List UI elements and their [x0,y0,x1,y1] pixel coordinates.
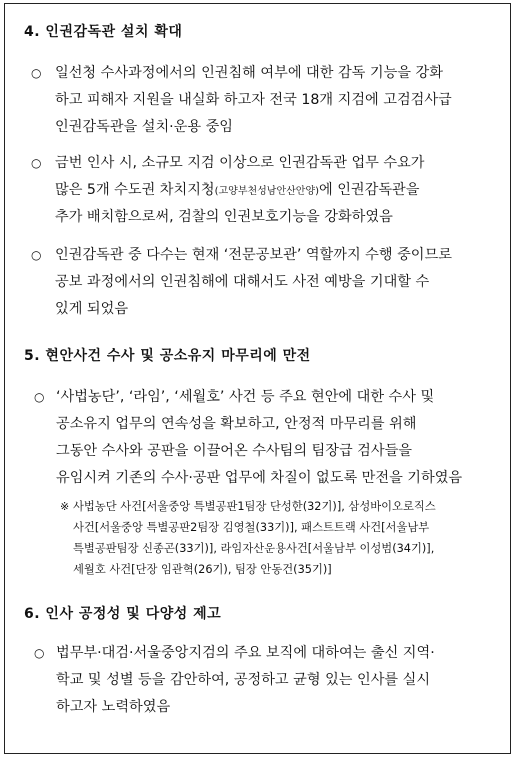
text-line: 추가 배치함으로써, 검찰의 인권보호기능을 강화하였음 [55,209,393,225]
text-segment: 많은 5개 수도권 차치지청 [55,182,215,198]
section-4-item-1 [55,60,452,141]
text-line: 인권감독관을 설치·운용 중임 [55,119,233,135]
bullet-circle: ○ [31,66,42,80]
text-line: 법무부·대검·서울중앙지검의 주요 보직에 대하여는 출신 지역· [56,645,435,661]
section-4-item-2 [55,150,425,231]
text-segment: 에 인권감독관을 [319,182,420,198]
section-5-note [73,496,436,580]
text-line: 학교 및 성별 등을 감안하여, 공정하고 균형 있는 인사를 실시 [56,672,431,688]
note-symbol: ※ [60,500,70,513]
note-line: 특별공판팀장 신종곤(33기)], 라임자산운용사건[서울남부 이성범(34기)], [73,542,435,555]
note-line: 사법농단 사건[서울중앙 특별공판1팀장 단성한(32기)], 삼성바이오로직스 [73,500,436,513]
bullet-circle: ○ [34,646,45,660]
section-4-item-3 [55,242,452,323]
bullet-circle: ○ [31,248,42,262]
small-text-segment: (고양부천성남안산안양) [214,186,320,197]
section-6-item-1 [56,640,435,721]
text-line: 그동안 수사와 공판을 이끌어온 수사팀의 팀장급 검사들을 [56,443,412,459]
text-line [55,177,425,204]
text-line: 공소유지 업무의 연속성을 확보하고, 안정적 마무리를 위해 [56,416,417,432]
text-line: 유임시켜 기존의 수사·공판 업무에 차질이 없도록 만전을 기하였음 [56,470,463,486]
bullet-circle: ○ [31,156,42,170]
text-line: 공보 과정에서의 인권침해에 대해서도 사전 예방을 기대할 수 [55,274,430,290]
text-line: 인권감독관 중 다수는 현재 ‘전문공보관’ 역할까지 수행 중이므로 [55,247,452,263]
section-6-heading: 6. 인사 공정성 및 다양성 제고 [24,606,222,622]
text-line: 일선청 수사과정에서의 인권침해 여부에 대한 감독 기능을 강화 [55,65,443,81]
section-4-heading: 4. 인권감독관 설치 확대 [24,24,183,40]
text-line: ‘사법농단’, ‘라임’, ‘세월호’ 사건 등 주요 현안에 대한 수사 및 [56,389,435,405]
text-line: 있게 되었음 [55,301,129,317]
note-line: 사건[서울중앙 특별공판2팀장 김영철(33기)], 패스트트랙 사건[서울남부 [73,521,430,534]
text-line: 하고자 노력하였음 [56,699,171,715]
note-line: 세월호 사건[단장 임관혁(26기), 팀장 안동건(35기)] [73,563,332,576]
bullet-circle: ○ [34,390,45,404]
text-line: 금번 인사 시, 소규모 지검 이상으로 인권감독관 업무 수요가 [55,155,425,171]
section-5-item-1 [56,384,462,492]
text-line: 하고 피해자 지원을 내실화 하고자 전국 18개 지검에 고검검사급 [55,92,452,108]
section-5-heading: 5. 현안사건 수사 및 공소유지 마무리에 만전 [24,348,311,364]
